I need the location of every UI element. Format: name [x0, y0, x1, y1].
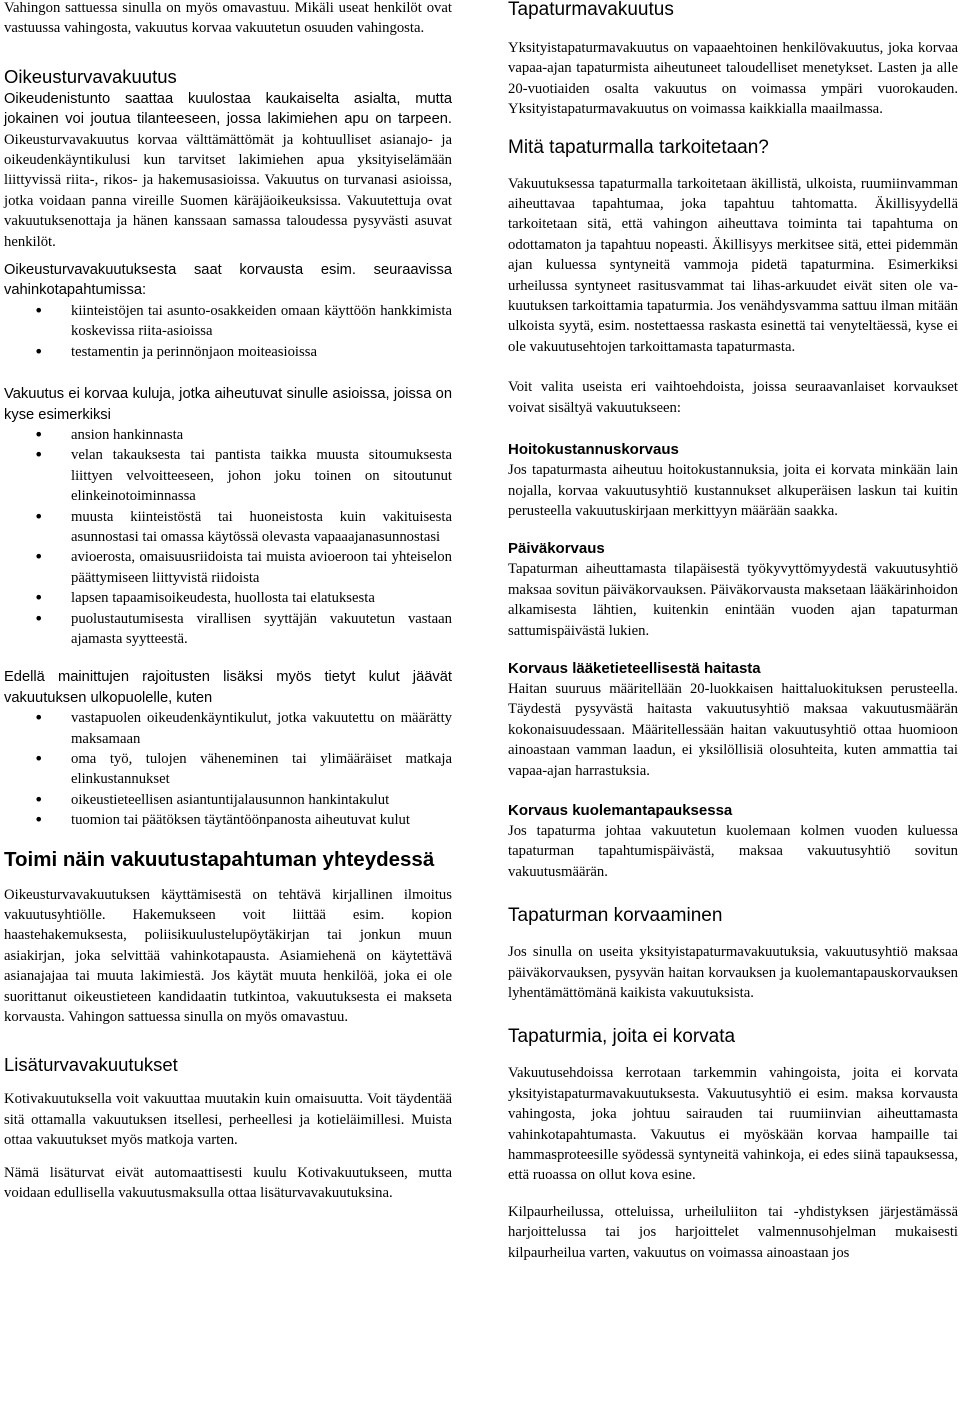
accident-insurance-heading: Tapaturmavakuutus [508, 0, 674, 20]
additional-coverage-paragraph-1: Kotivakuutuksella voit vakuuttaa muutakin kuin omaisuutta. Voit täydentää sitä ottamalla vakuutuksen itsellesi, perheellesi ja kotieläimillesi. Muista ottaa vakuutukset myös matkoja varten. [4, 1091, 452, 1149]
intro-paragraph: Vahingon sattuessa sinulla on myös omavastuu. Mikäli useat henkilöt ovat vastuussa vahingosta, vakuutus korvaa vakuutetun osuuden vahingosta. [4, 0, 452, 37]
medical-costs-heading: Hoitokustannuskorvaus [508, 441, 679, 459]
medical-disability-heading: Korvaus lääketieteellisestä haitasta [508, 659, 761, 677]
legal-insurance-paragraph [4, 89, 452, 252]
compensation-intro: Oikeusturvavakuutuksesta saat korvausta esim. seuraavissa vahinkotapahtumissa: [4, 262, 452, 299]
exclusions-intro: Vakuutus ei korvaa kuluja, jotka aiheutuvat sinulle asioissa, joissa on kyse esimerkiksi [4, 386, 452, 423]
list-item: • velan takauksesta tai pantista taikka muusta sitoumuksesta liittyen velvoitteeseen, johon joku toinen on sitoutunut elinkeinotoiminnassa [4, 445, 452, 506]
left-column [4, 0, 452, 1204]
daily-allowance-paragraph: Tapaturman aiheuttamasta tilapäisestä työkyvyttömyydestä vakuutusyhtiö maksaa sovitun päiväkorvauksen. Päiväkorvausta maksetaan lääkärinhoidon alkamisesta lähtien, kuitenkin enintään vuoden ajan tapaturman sattumispäivästä lukien. [508, 561, 958, 639]
accident-meaning-paragraph: Vakuutuksessa tapaturmalla tarkoitetaan äkillistä, ulkoista, ruumiinvamman aiheuttavaa tapahtumaa, joka tapahtuu tahtomatta. Äkillisyydellä tarkoitetaan sitä, että vahingon aiheuttava toiminta tai tapahtuma on odottamaton ja tapahtuu nopeasti. Äkillisyys merkitsee sitä, ettei pidemmän ajan kuluessa syntyneitä vammoja pidetä tapaturmina. Esimerkiksi urheilussa syntyneet rasitusvammat tai lihas-arkuudet eivät siten ole vakuutuksen tarkoittamia tapaturmia. Jos venähdysvamma sattuu ilman mitään ulkoista syytä, esim. nostettaessa raskasta esinettä tai venyteltäessä, kyse ei ole vakuutusehtojen tarkoittamasta tapaturmasta. [508, 175, 958, 355]
list-item: • oma työ, tulojen väheneminen tai ylimääräiset matkaja elinkustannukset [4, 749, 452, 790]
death-benefit-heading: Korvaus kuolemantapauksessa [508, 801, 733, 819]
list-item: • kiinteistöjen tai asunto-osakkeiden omaan käyttöön hankkimista koskevissa riita-asioissa [4, 301, 452, 342]
compensation-list [4, 301, 452, 362]
right-column [508, 0, 958, 1263]
options-paragraph: Voit valita useista eri vaihtoehdoista, joissa seuraavanlaiset korvaukset voivat sisältyä vakuutukseen: [508, 379, 958, 416]
additional-coverage-heading: Lisäturvavakuutukset [4, 1054, 178, 1076]
list-item: • lapsen tapaamisoikeudesta, huollosta tai elatuksesta [4, 588, 452, 608]
additional-intro: Edellä mainittujen rajoitusten lisäksi myös tietyt kulut jäävät vakuutuksen ulkopuolelle, kuten [4, 669, 452, 706]
medical-costs-paragraph: Jos tapaturmasta aiheutuu hoitokustannuksia, joita ei korvata minkään lain nojalla, korvaa vakuutusyhtiö kustannukset alkuperäisen laskun tai kuitin perusteella vakuutuskirjaan merkittyyn määrään saakka. [508, 462, 958, 519]
list-item: • vastapuolen oikeudenkäyntikulut, jotka vakuutettu on määrätty maksamaan [4, 708, 452, 749]
death-benefit-paragraph: Jos tapaturma johtaa vakuutetun kuolemaan kolmen vuoden kuluessa tapaturman tapahtumispäivästä, maksaa vakuutusyhtiö sovitun vakuutusmäärän. [508, 822, 958, 880]
list-item: • puolustautumisesta virallisen syyttäjän vakuutetun vastaan ajamasta syytteestä. [4, 609, 452, 650]
list-item: • testamentin ja perinnönjaon moiteasioissa [4, 342, 452, 362]
claim-procedure-heading: Toimi näin vakuutustapahtuman yhteydessä [4, 847, 435, 871]
not-covered-paragraph-2: Kilpaurheilussa, otteluissa, urheiluliiton tai -yhdistyksen järjestämässä harjoittelussa tai jos harjoittelet valmennusohjelman mukaisesti kilpaurheilua varten, vakuutus on voimassa ainoastaan jos [508, 1203, 958, 1261]
medical-disability-paragraph: Haitan suuruus määritellään 20-luokkaisen haittaluokituksen perusteella. Täydestä pysyvästä haitasta vakuutusyhtiö maksaa vakuutusmäärän kokonaisuudessaan. Määritellessään haitan vakuutusyhtiö ottaa huomioon ainoastaan vamman laadun, ei yksilöllisiä olosuhteita, kuten ammattia tai vapaa-ajan harrastuksia. [508, 680, 958, 779]
not-covered-heading: Tapaturmia, joita ei korvata [508, 1026, 736, 1048]
legal-insurance-heading: Oikeusturvavakuutus [4, 65, 177, 87]
list-item: • tuomion tai päätöksen täytäntöönpanosta aiheutuvat kulut [4, 810, 452, 830]
list-item: • avioerosta, omaisuusriidoista tai muista avioeroon tai yhteiselon päättymiseen liittyvistä riidoista [4, 547, 452, 588]
accident-compensation-heading: Tapaturman korvaaminen [508, 905, 723, 927]
list-item: • ansion hankinnasta [4, 425, 452, 445]
exclusions-list [4, 425, 452, 649]
list-item: • oikeustieteellisen asiantuntijalausunnon hankintakulut [4, 790, 452, 810]
not-covered-paragraph-1: Vakuutusehdoissa kerrotaan tarkemmin vahingoista, joita ei korvata yksityistapaturmavakuutuksesta. Vakuutusyhtiö ei esim. maksa korvausta vahingosta, joka johtuu sairauden tai ruumiinvian aiheuttamasta vahinkotapahtumasta. Vakuutus ei myöskään korvaa hampaille tai hammasproteesille syödessä syntyneitä vahinkoja, ei edes siinä tapauksessa, että ruoassa on ollut kova esine. [508, 1065, 958, 1184]
daily-allowance-heading: Päiväkorvaus [508, 540, 605, 558]
additional-coverage-paragraph-2: Nämä lisäturvat eivät automaattisesti kuulu Kotivakuutukseen, mutta voidaan edullisella vakuutusmaksulla ottaa lisäturvavakuutuksina. [4, 1164, 452, 1202]
legal-body-text: Oikeusturvavakuutus korvaa välttämättömät ja kohtuulliset asianajo- ja oikeudenkäyntikulusi kun tarvitset lakimiehen apua yksityiselämään liittyvissä riita-, rikos- ja hakemusasioissa. Vakuutus on turvanasi asioissa, jotka voidaan panna vireille Suomen käräjäoikeuksissa. Vakuutettuja ovat vakuutuksenottaja ja hänen kanssaan samassa taloudessa pysyvästi asuvat henkilöt. [4, 131, 452, 250]
claim-procedure-paragraph: Oikeusturvavakuutuksen käyttämisestä on tehtävä kirjallinen ilmoitus vakuutusyhtiölle. Hakemukseen voit liittää esim. kopion haastehakemuksesta, poliisikuulustelupöytäkirjan tai jonkun muun asiakirjan, joka selvittää vahinkotapausta. Asiamiehenä on käytettävä asianajajaa tai muuta lakimiestä. Jos käytät muuta henkilöä, joka ei ole suorittanut oikeustieteen kandidaatin tutkintoa, vakuutuksesta ei makseta korvausta. Vahingon sattuessa sinulla on myös omavastuu. [4, 886, 452, 1026]
accident-compensation-paragraph: Jos sinulla on useita yksityistapaturmavakuutuksia, vakuutusyhtiö maksaa päiväkorvauksen, pysyvän haitan korvauksen ja kuolemantapauskorvauksen lyhentämättömänä kaikista vakuutuksista. [508, 944, 958, 1001]
list-item: • muusta kiinteistöstä tai huoneistosta kuin vakituisesta asunnostasi tai omassa käytössä olevasta vapaaajanasunnostasi [4, 507, 452, 548]
legal-intro-text: Oikeudenistunto saattaa kuulostaa kaukaiselta asialta, mutta jokainen voi joutua tilanteeseen, jossa lakimiehen apu on tarpeen. [4, 90, 452, 128]
accident-meaning-heading: Mitä tapaturmalla tarkoitetaan? [508, 136, 769, 158]
additional-list [4, 708, 452, 830]
accident-insurance-paragraph: Yksityistapaturmavakuutus on vapaaehtoinen henkilövakuutus, joka korvaa vapaa-ajan tapaturmista aiheutuneet taloudelliset menetykset. Lasten ja alle 20-vuotiaiden osalta vakuutus on voimassa ympäri vuorokauden. Yksityistapaturmavakuutus on voimassa kaikkialla maailmassa. [508, 40, 958, 118]
